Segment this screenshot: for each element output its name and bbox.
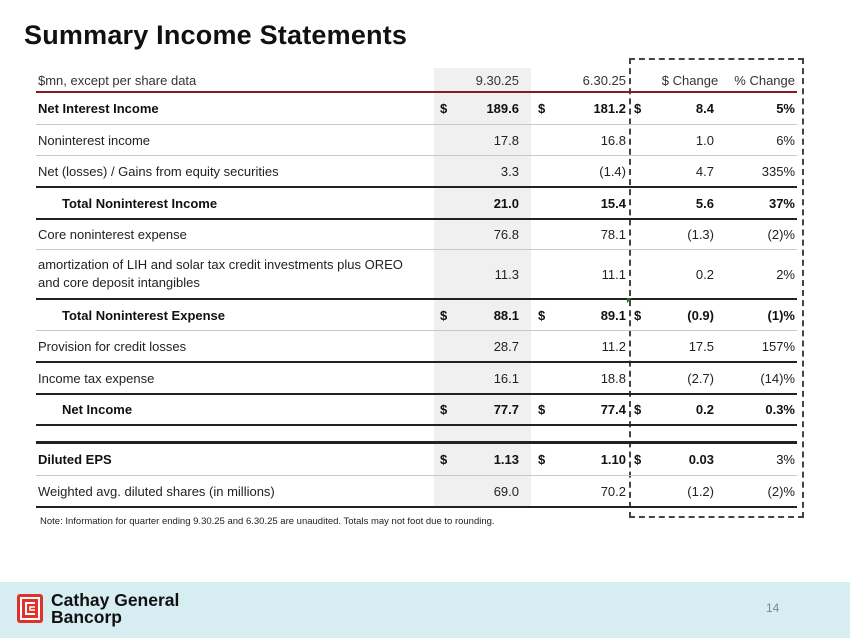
value-9-30-25: 76.8 [493, 227, 519, 242]
row-label: Net Income [62, 402, 133, 417]
row-divider [36, 330, 797, 331]
table-row-amortization [36, 250, 797, 299]
table-bottom-rule [36, 506, 797, 508]
row-label [38, 256, 403, 292]
table-row-income-tax-expense [36, 362, 797, 394]
row-divider-strong [36, 298, 797, 300]
value-pct-change: 6% [776, 132, 795, 148]
row-divider-strong [36, 361, 797, 363]
value-9-30-25: 21.0 [493, 195, 519, 211]
row-divider [36, 249, 797, 250]
table-row-diluted-eps [36, 443, 797, 476]
value-9-30-25: 17.8 [493, 132, 519, 148]
row-label: Core noninterest expense [38, 227, 187, 242]
row-label: Net (losses) / Gains from equity securities [38, 164, 279, 179]
page-number: 14 [766, 601, 780, 615]
currency-sign: $ [634, 100, 642, 116]
value-6-30-25: 78.1 [600, 227, 626, 242]
value-pct-change: 157% [761, 339, 795, 354]
row-label: Noninterest income [38, 132, 150, 148]
cell-comment-marker-icon [627, 298, 632, 303]
value-9-30-25: 28.7 [493, 339, 519, 354]
company-logo-text [51, 592, 179, 626]
table-row-equity-securities [36, 156, 797, 187]
value-dollar-change: (1.3) [687, 227, 714, 242]
table-row-net-income [36, 394, 797, 425]
value-6-30-25: 70.2 [600, 484, 626, 499]
value-pct-change: 5% [776, 100, 795, 116]
value-pct-change: 3% [776, 452, 795, 467]
value-pct-change: 0.3% [765, 402, 795, 417]
row-divider-strong [36, 393, 797, 395]
value-6-30-25: 18.8 [600, 370, 626, 386]
value-9-30-25: 189.6 [486, 100, 519, 116]
table-row-core-noninterest-expense [36, 219, 797, 250]
currency-sign: $ [440, 402, 448, 417]
col-header-pct-change: % Change [734, 72, 795, 88]
footnote: Note: Information for quarter ending 9.30.25 and 6.30.25 are unaudited. Totals may not foot due to rounding. [40, 516, 495, 527]
value-dollar-change: 0.03 [688, 452, 714, 467]
logo-line-2: Bancorp [51, 607, 122, 627]
table-row-net-interest-income [36, 92, 797, 124]
row-label: Weighted avg. diluted shares (in millions) [38, 484, 275, 499]
value-pct-change: (2)% [767, 227, 795, 242]
value-9-30-25: 1.13 [493, 452, 519, 467]
value-6-30-25: 89.1 [600, 307, 626, 323]
currency-sign: $ [538, 307, 546, 323]
currency-sign: $ [634, 402, 642, 417]
value-6-30-25: 1.10 [600, 452, 626, 467]
row-label-line2: and core deposit intangibles [38, 275, 200, 290]
value-dollar-change: (2.7) [687, 370, 714, 386]
value-6-30-25: 11.1 [601, 267, 626, 282]
value-9-30-25: 3.3 [500, 164, 519, 179]
row-divider-strong [36, 424, 797, 426]
table-row-noninterest-income [36, 124, 797, 156]
value-9-30-25: 77.7 [493, 402, 519, 417]
row-label-line1: amortization of LIH and solar tax credit investments plus OREO [38, 257, 403, 272]
value-6-30-25: 11.2 [601, 339, 626, 354]
row-label: Income tax expense [38, 370, 155, 386]
col-header-9-30-25: 9.30.25 [475, 72, 519, 88]
currency-sign: $ [634, 307, 642, 323]
currency-sign: $ [538, 402, 546, 417]
currency-sign: $ [440, 452, 448, 467]
value-dollar-change: 8.4 [695, 100, 714, 116]
row-divider-strong [36, 218, 797, 220]
value-6-30-25: 181.2 [593, 100, 626, 116]
value-pct-change: (14)% [760, 370, 795, 386]
value-pct-change: (2)% [767, 484, 795, 499]
value-pct-change: 335% [761, 164, 795, 179]
value-9-30-25: 88.1 [493, 307, 519, 323]
table-header-row [36, 68, 797, 92]
currency-sign: $ [440, 307, 448, 323]
value-dollar-change: (1.2) [687, 484, 714, 499]
header-underline [36, 91, 797, 93]
row-divider [36, 124, 797, 125]
value-9-30-25: 69.0 [493, 484, 519, 499]
value-pct-change: (1)% [767, 307, 795, 323]
table-row-weighted-diluted-shares [36, 476, 797, 507]
page-title: Summary Income Statements [24, 20, 408, 50]
value-pct-change: 2% [776, 267, 795, 282]
value-pct-change: 37% [768, 195, 795, 211]
value-dollar-change: 17.5 [688, 339, 714, 354]
table-row-provision-credit-losses [36, 331, 797, 362]
table-row-total-noninterest-expense [36, 299, 797, 331]
row-label: Total Noninterest Expense [62, 307, 226, 323]
currency-sign: $ [634, 452, 642, 467]
value-dollar-change: 0.2 [695, 267, 714, 282]
value-dollar-change: 1.0 [695, 132, 714, 148]
value-9-30-25: 16.1 [493, 370, 519, 386]
value-6-30-25: 15.4 [600, 195, 626, 211]
value-6-30-25: 77.4 [600, 402, 626, 417]
row-divider [36, 475, 797, 476]
currency-sign: $ [440, 100, 448, 116]
col-header-dollar-change: $ Change [661, 72, 719, 88]
value-dollar-change: 4.7 [695, 164, 714, 179]
value-9-30-25: 11.3 [494, 267, 519, 282]
units-label: $mn, except per share data [38, 72, 197, 88]
currency-sign: $ [538, 452, 546, 467]
cathay-logo-icon [17, 594, 43, 623]
value-dollar-change: 0.2 [695, 402, 714, 417]
row-label: Net Interest Income [38, 100, 159, 116]
col-header-6-30-25: 6.30.25 [582, 72, 626, 88]
row-divider-strong [36, 186, 797, 188]
value-6-30-25: 16.8 [600, 132, 626, 148]
value-dollar-change: (0.9) [687, 307, 714, 323]
currency-sign: $ [538, 100, 546, 116]
logo-line-1: Cathay General [51, 590, 180, 610]
row-divider [36, 155, 797, 156]
row-label: Total Noninterest Income [62, 195, 218, 211]
row-label: Provision for credit losses [38, 339, 187, 354]
row-label: Diluted EPS [38, 452, 112, 467]
value-dollar-change: 5.6 [695, 195, 714, 211]
value-6-30-25: (1.4) [599, 164, 626, 179]
table-row-total-noninterest-income [36, 187, 797, 219]
row-divider-thick [36, 441, 797, 444]
